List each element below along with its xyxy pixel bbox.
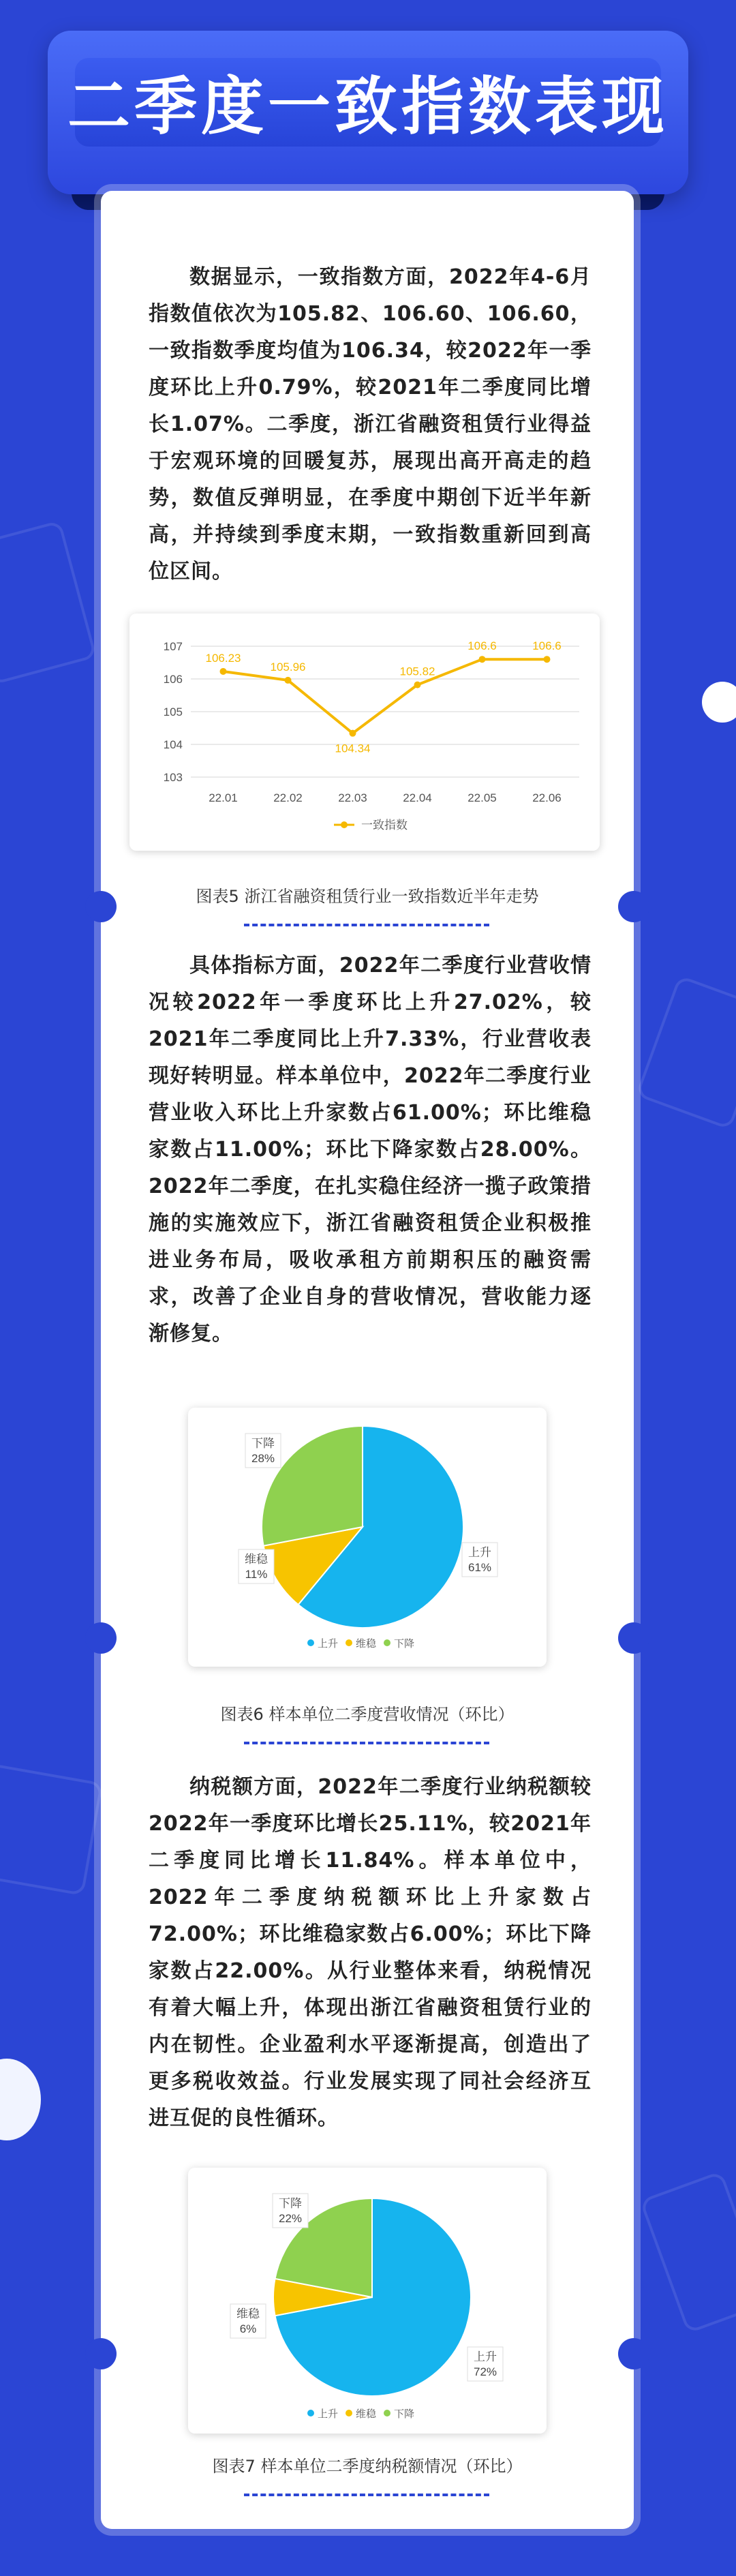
slice-name: 下降 [279, 2197, 302, 2211]
legend-label: 下降 [394, 1637, 415, 1650]
slice-label [245, 1434, 281, 1468]
y-tick-label: 106 [163, 673, 183, 686]
data-label: 105.82 [399, 665, 435, 678]
slice-value: 22% [278, 2212, 303, 2225]
x-tick-label: 22.05 [467, 791, 497, 804]
page-title: 二季度一致指数表现 [67, 70, 669, 143]
y-tick-label: 105 [163, 706, 183, 718]
slice-label [239, 1549, 274, 1584]
slice-value: 11% [245, 1568, 268, 1581]
background-doodle [639, 2170, 736, 2333]
background-bubble [702, 682, 736, 723]
data-label: 105.96 [270, 660, 306, 673]
side-dot [85, 2338, 117, 2369]
pie-chart-tax [188, 2168, 547, 2434]
y-tick-label: 107 [163, 640, 183, 653]
background-doodle [0, 1763, 103, 1896]
slice-name: 维稳 [245, 1553, 268, 1566]
line-chart [129, 613, 600, 851]
content-card [101, 191, 634, 2529]
x-tick-label: 22.02 [273, 791, 303, 804]
chart5-caption: 图表5 浙江省融资租赁行业一致指数近半年走势 [196, 887, 539, 906]
slice-value: 61% [467, 1561, 492, 1574]
pie-chart-revenue [188, 1408, 547, 1667]
side-dot [85, 1622, 117, 1654]
side-dot [85, 891, 117, 922]
legend-label: 上升 [318, 2408, 339, 2420]
x-tick-label: 22.06 [532, 791, 562, 804]
data-point [285, 677, 292, 684]
background-bubble [0, 2059, 41, 2140]
chart7-caption: 图表7 样本单位二季度纳税额情况（环比） [212, 2457, 523, 2476]
chart-pie-tax-box [188, 2168, 547, 2434]
legend-label: 上升 [318, 1637, 339, 1650]
background-doodle [0, 520, 97, 685]
slice-value: 6% [239, 2322, 257, 2335]
data-point [220, 668, 227, 675]
slice-label [230, 2304, 266, 2338]
data-label: 104.34 [335, 742, 371, 755]
background-doodle [635, 975, 736, 1130]
paragraph-revenue: 具体指标方面，2022年二季度行业营收情况较2022年一季度环比上升27.02%，较2021年二季度同比上升7.33%，行业营收表现好转明显。样本单位中，2022年二季度行业营业收入环比上升家数占61.00%；环比维稳家数占11.00%；环比下降家数占28.00%。2022年二季度，在扎实稳住经济一揽子政策措施的实施效应下，浙江省融资租赁企业积极推进业务布局，吸收承租方前期积压的融资需求，改善了企业自身的营收情况，营收能力逐渐修复。 [149, 954, 592, 1346]
legend-label: 维稳 [356, 2408, 377, 2420]
side-dot [618, 2338, 649, 2369]
side-dot [618, 1622, 649, 1654]
data-point [350, 730, 356, 737]
slice-name: 维稳 [236, 2307, 260, 2321]
paragraph-consistency-index: 数据显示，一致指数方面，2022年4-6月指数值依次为105.82、106.60、106.60，一致指数季度均值为106.34，较2022年一季度环比上升0.79%，较2021年二季度同比增长1.07%。二季度，浙江省融资租赁行业得益于宏观环境的回暖复苏，展现出高开高走的趋势，数值反弹明显，在季度中期创下近半年新高，并持续到季度末期，一致指数重新回到高位区间。 [149, 265, 592, 584]
side-dot [618, 891, 649, 922]
slice-label [273, 2194, 308, 2228]
slice-label [462, 1543, 497, 1577]
legend-marker [341, 821, 348, 828]
legend-marker [307, 2410, 314, 2416]
x-tick-label: 22.01 [209, 791, 238, 804]
legend-marker [346, 2410, 352, 2416]
legend-label: 维稳 [356, 1637, 377, 1650]
legend-marker [307, 1639, 314, 1646]
title-banner [48, 31, 688, 194]
data-point [479, 656, 486, 663]
legend-label: 一致指数 [361, 819, 408, 832]
legend-marker [384, 1639, 390, 1646]
legend-marker [384, 2410, 390, 2416]
section-divider [244, 2494, 489, 2496]
section-divider [244, 924, 489, 926]
slice-name: 上升 [468, 1546, 491, 1560]
y-tick-label: 103 [163, 771, 183, 784]
data-label: 106.6 [532, 639, 562, 653]
chart-line-box [129, 613, 600, 851]
data-point [414, 682, 421, 688]
data-label: 106.23 [205, 651, 241, 665]
x-tick-label: 22.04 [403, 791, 432, 804]
data-point [544, 656, 551, 663]
chart-pie-revenue-box [188, 1408, 547, 1667]
slice-name: 下降 [251, 1437, 275, 1451]
legend-label: 下降 [394, 2408, 415, 2420]
section-divider [244, 1742, 489, 1744]
slice-value: 72% [473, 2365, 497, 2378]
data-label: 106.6 [467, 639, 497, 653]
slice-name: 上升 [474, 2350, 497, 2364]
chart6-caption: 图表6 样本单位二季度营收情况（环比） [220, 1705, 515, 1724]
legend-marker [346, 1639, 352, 1646]
x-tick-label: 22.03 [338, 791, 367, 804]
paragraph-tax: 纳税额方面，2022年二季度行业纳税额较2022年一季度环比增长25.11%，较2021年二季度同比增长11.84%。样本单位中，2022年二季度纳税额环比上升家数占72.00%；环比维稳家数占6.00%；环比下降家数占22.00%。从行业整体来看，纳税情况有着大幅上升，体现出浙江省融资租赁行业的内在韧性。企业盈利水平逐渐提高，创造出了更多税收效益。行业发展实现了同社会经济互进互促的良性循环。 [149, 1775, 592, 2130]
slice-label [467, 2347, 503, 2381]
slice-value: 28% [251, 1452, 275, 1465]
y-tick-label: 104 [163, 738, 183, 751]
